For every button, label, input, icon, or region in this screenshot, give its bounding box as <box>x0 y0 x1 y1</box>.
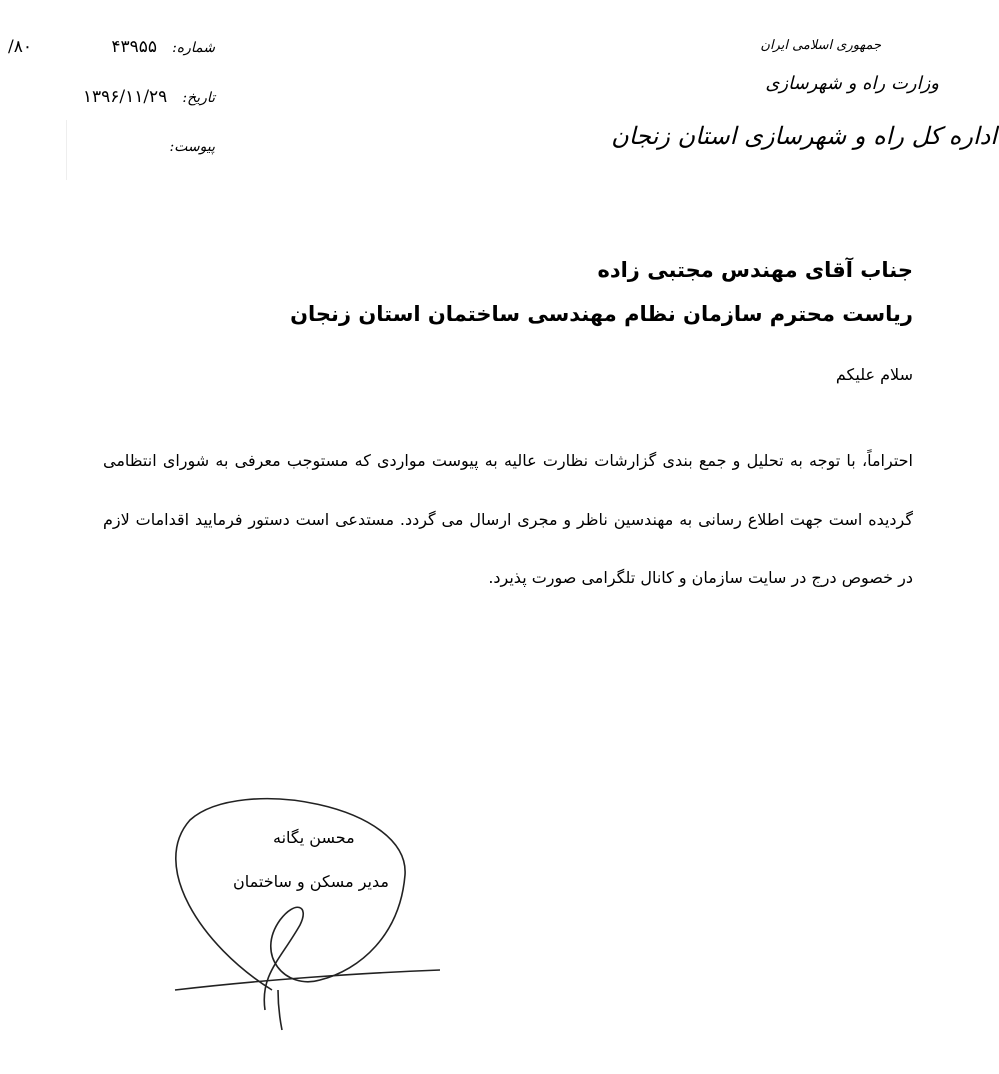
department-title: اداره کل راه و شهرسازی استان زنجان <box>611 122 997 150</box>
signature-scribble <box>160 785 450 1035</box>
number-label: شماره: <box>172 40 215 56</box>
letter-attachment <box>169 136 215 155</box>
ministry-title: وزارت راه و شهرسازی <box>765 73 939 94</box>
scan-edge-line <box>66 120 67 180</box>
greeting: سلام علیکم <box>835 365 913 384</box>
recipient-position: ریاست محترم سازمان نظام مهندسی ساختمان استان زنجان <box>290 302 913 326</box>
body-paragraph: احتراماً، با توجه به تحلیل و جمع بندی گزارشات نظارت عالیه به پیوست مواردی که مستوجب معرفی به شورای انتظامی گردیده است جهت اطلاع رسانی به مهندسین ناظر و مجری ارسال می گردد. مستدعی است دستور فرمایید اقدامات لازم در خصوص درج در سایت سازمان و کانال تلگرامی صورت پذیرد. <box>103 451 913 587</box>
recipient-block <box>290 248 913 336</box>
margin-number: ۸۰/ <box>8 37 32 57</box>
republic-title: جمهوری اسلامی ایران <box>760 38 881 53</box>
signatory-name: محسن یگانه <box>273 828 355 847</box>
date-value: ۱۳۹۶/۱۱/۲۹ <box>82 87 168 107</box>
recipient-name: جناب آقای مهندس مجتبی زاده <box>597 258 913 282</box>
number-value: ۴۳۹۵۵ <box>111 37 157 57</box>
letter-date <box>83 87 215 107</box>
letter-number <box>111 37 215 57</box>
letter-body <box>103 432 913 608</box>
attachment-label: پیوست: <box>169 139 215 155</box>
signatory-title: مدیر مسکن و ساختمان <box>233 872 389 891</box>
date-label: تاریخ: <box>182 90 215 106</box>
